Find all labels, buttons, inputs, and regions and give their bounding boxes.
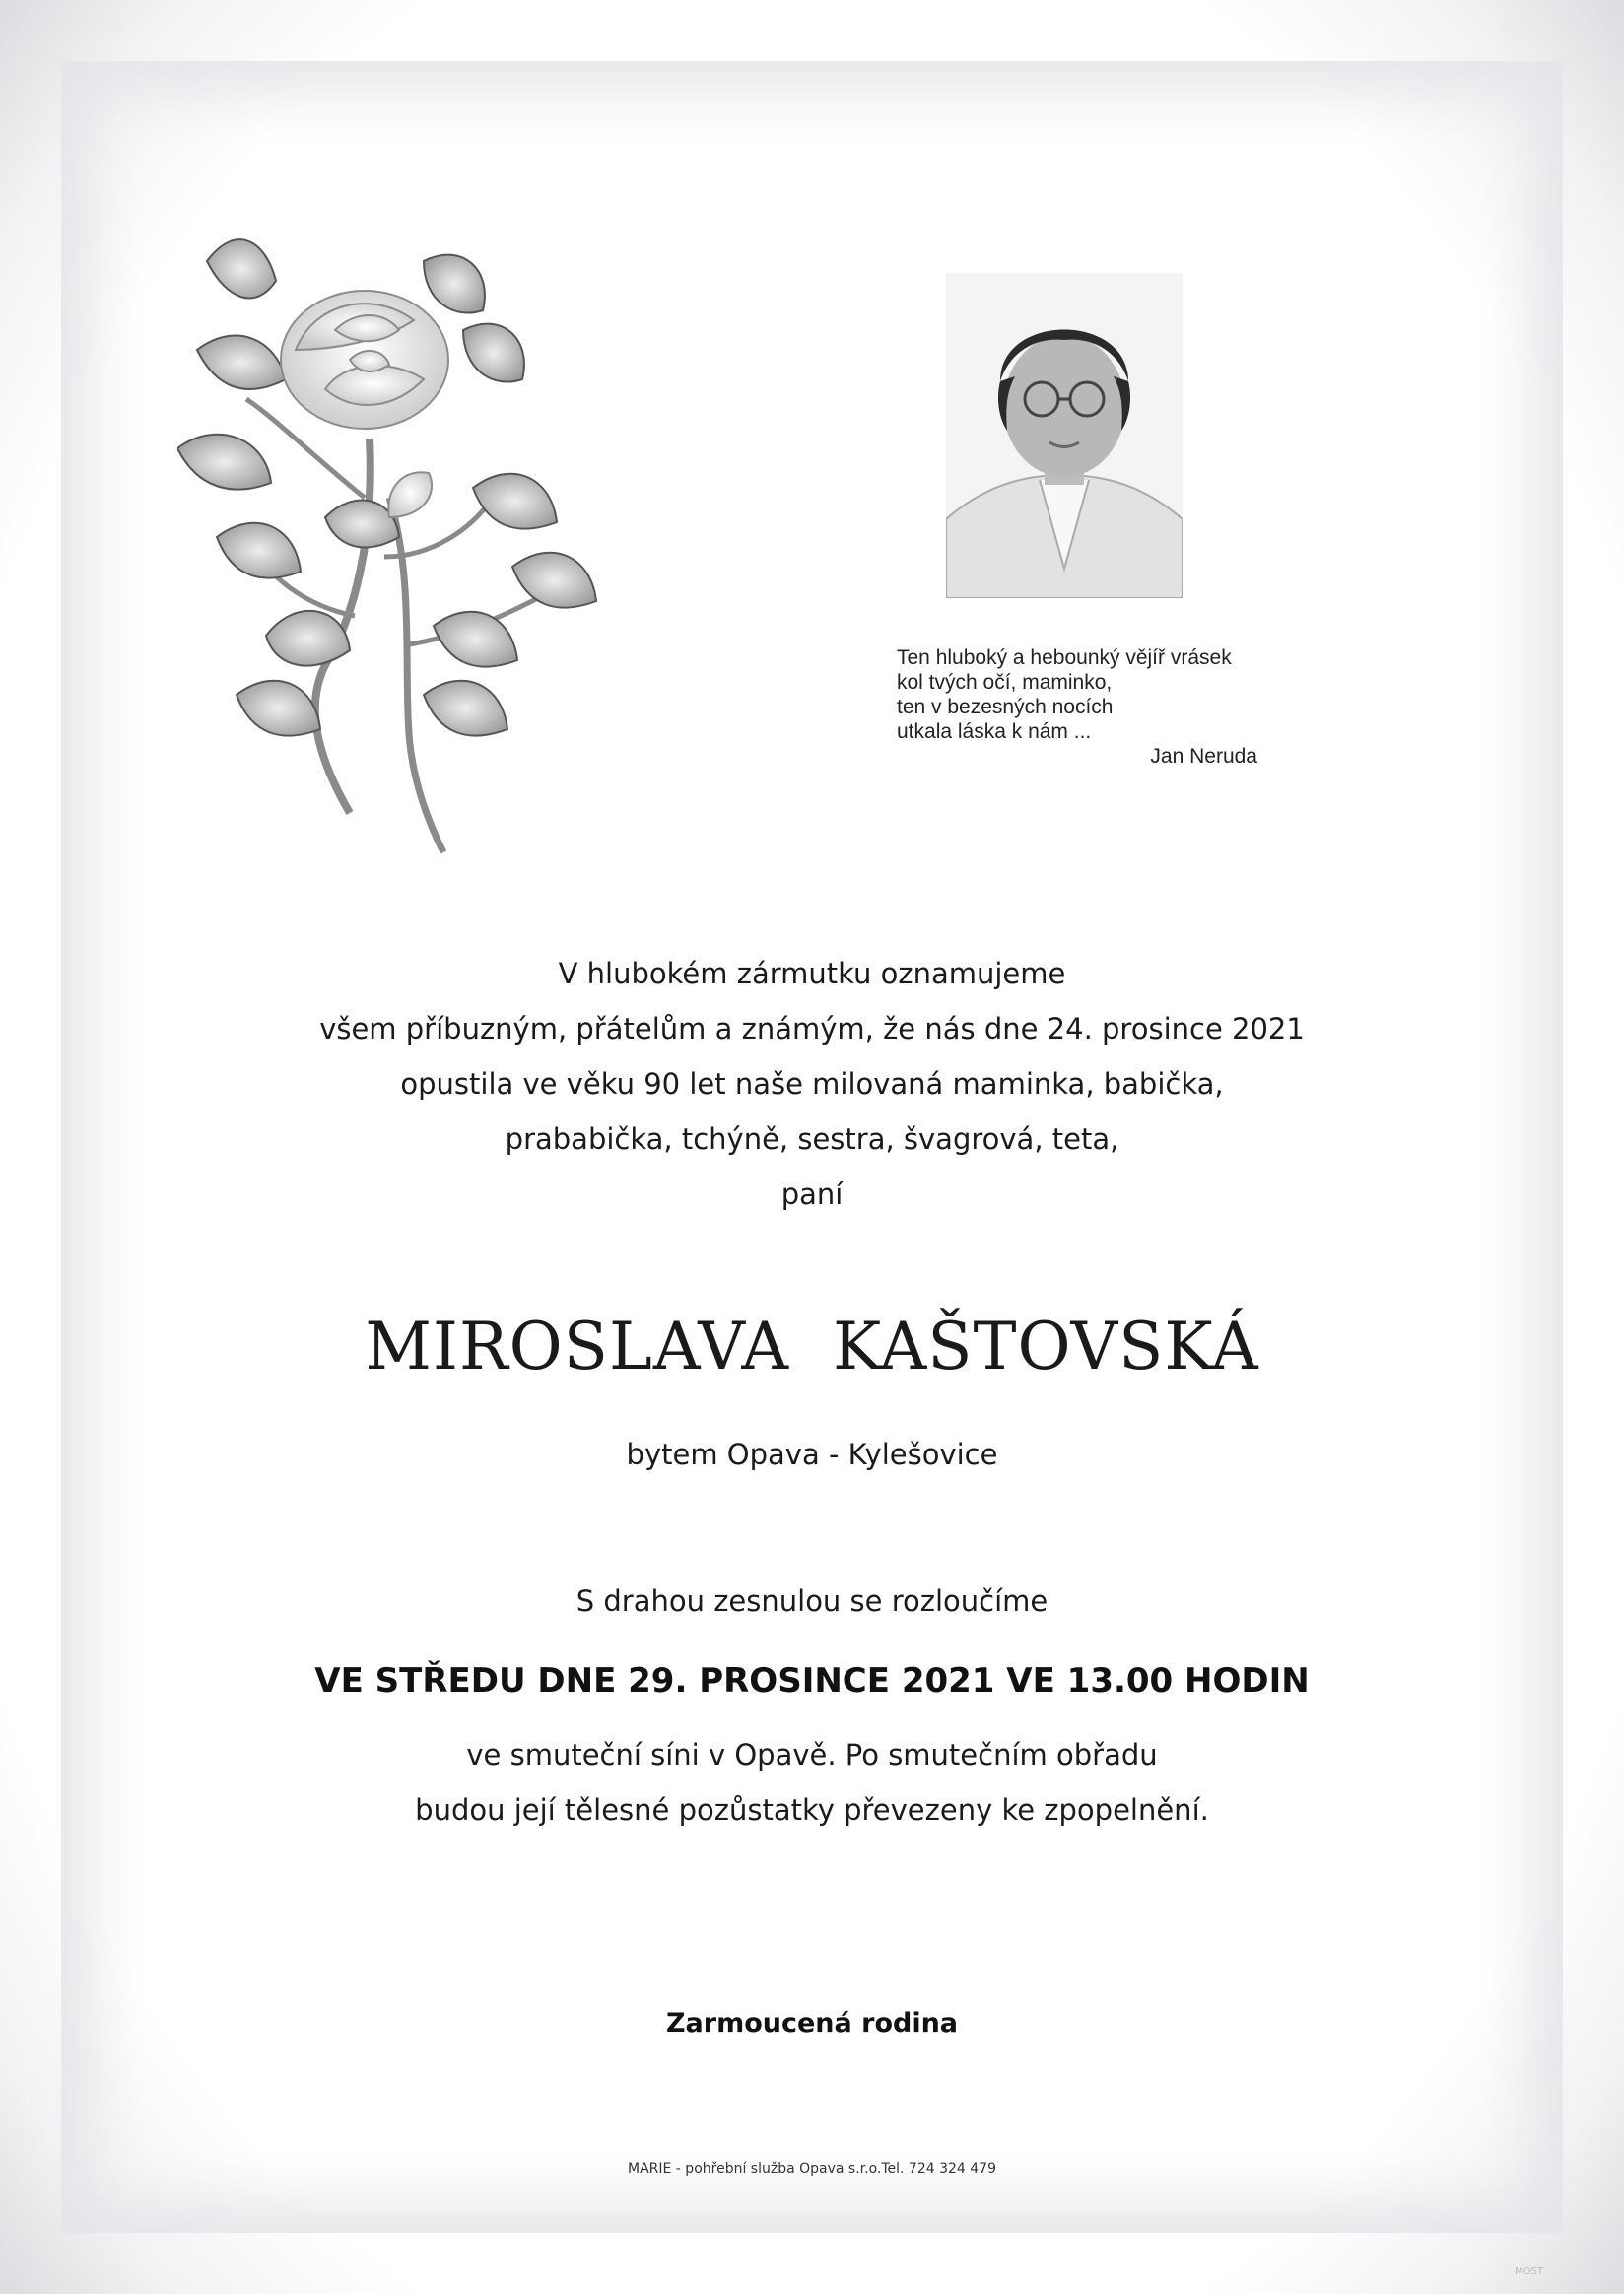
ceremony-detail-line: ve smuteční síni v Opavě. Po smutečním obřadu [466,1738,1158,1772]
ceremony-detail-line: budou její tělesné pozůstatky převezeny ke zpopelnění. [415,1793,1209,1827]
announcement-line: opustila ve věku 90 let naše milovaná maminka, babička, [400,1067,1224,1101]
announcement-text [0,946,1624,1222]
announcement-line: prababička, tchýně, sestra, švagrová, teta, [505,1122,1119,1156]
poem-line: Ten hluboký a hebounký vějíř vrásek [897,646,1232,669]
portrait-photo-icon [946,273,1183,598]
poem-block [897,645,1271,769]
announcement-line: V hlubokém zármutku oznamujeme [558,957,1066,990]
poem-line: ten v bezesných nocích [897,696,1114,718]
deceased-name: MIROSLAVA KAŠTOVSKÁ [365,1309,1259,1384]
funeral-service-footer: MARIE - pohřební služba Opava s.r.o.Tel. 724 324 479 [628,2161,996,2177]
ceremony-datetime: VE STŘEDU DNE 29. PROSINCE 2021 VE 13.00 HODIN [314,1661,1310,1701]
farewell-text: S drahou zesnulou se rozloučíme [575,1585,1049,1618]
poem-line: kol tvých očí, maminko, [897,671,1113,694]
family-signature: Zarmoucená rodina [665,2008,959,2039]
poem-author: Jan Neruda [1150,745,1257,768]
deceased-residence: bytem Opava - Kylešovice [626,1438,998,1471]
announcement-line: všem příbuzným, přátelům a známým, že nás dne 24. prosince 2021 [319,1012,1305,1046]
ceremony-details [0,1727,1624,1838]
announcement-line: paní [780,1178,844,1211]
poem-line: utkala láska k nám ... [897,720,1092,743]
rose-illustration-icon [177,202,611,882]
corner-mark: MOST [1515,2266,1543,2277]
